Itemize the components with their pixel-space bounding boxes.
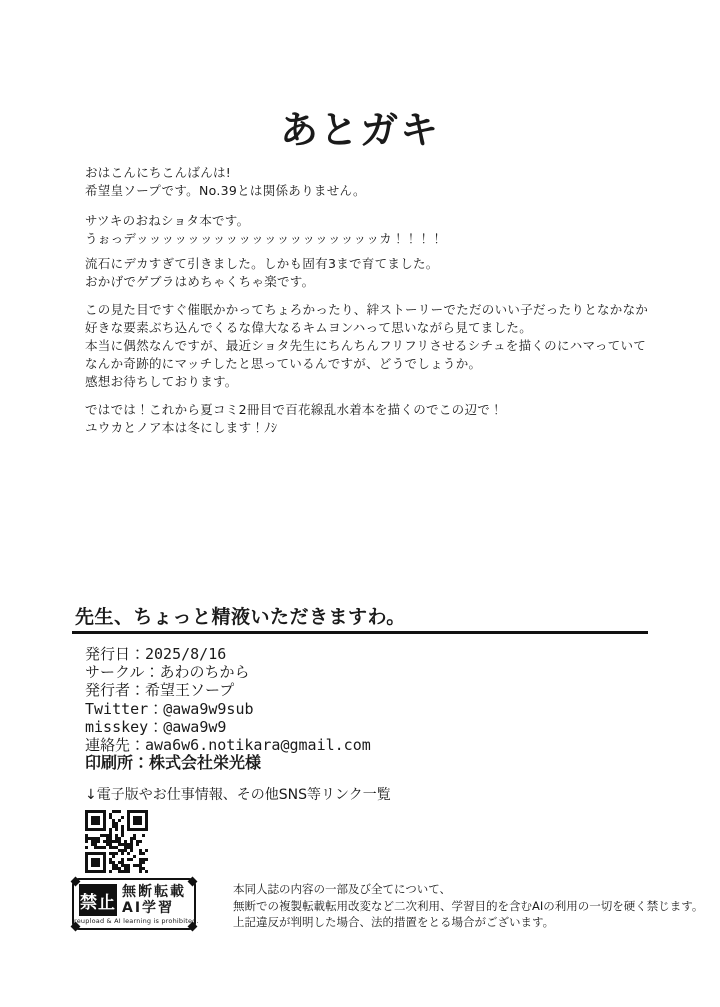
stamp-footnote: reupload & AI learning is prohibited.: [74, 917, 199, 925]
legal-disclaimer: [233, 881, 703, 931]
text-line: おかげでゲブラはめちゃくちゃ楽です。: [85, 274, 315, 289]
colophon-block: [85, 645, 371, 772]
colophon-printer: 印刷所：株式会社栄光様: [85, 753, 262, 773]
paragraph-main: [85, 301, 648, 391]
links-note: ↓電子版やお仕事情報、その他SNS等リンク一覧: [85, 787, 391, 803]
no-reupload-stamp: [72, 878, 199, 930]
text-line: サツキのおねショタ本です。: [85, 213, 250, 228]
stamp-corner-ornament: [188, 877, 198, 887]
stamp-inner: [79, 884, 189, 916]
qr-code: [85, 810, 148, 873]
disclaimer-line: 無断での複製転載転用改変など二次利用、学習目的を含むAIの利用の一切を硬く禁じます。: [233, 898, 704, 913]
stamp-line-no-ai: AI学習: [122, 900, 175, 916]
text-line: なんか奇跡的にマッチしたと思っているんですが、どうでしょうか。: [85, 356, 482, 371]
text-line: 好きな要素ぶち込んでくるな偉大なるキムヨンハって思いながら見てました。: [85, 320, 533, 335]
text-line: ユウカとノア本は冬にします！ﾉｼ: [85, 420, 278, 435]
paragraph-closing: [85, 401, 503, 437]
text-line: 流石にデカすぎて引きました。しかも固有3まで育てました。: [85, 256, 439, 271]
colophon-contact: 連絡先：awa6w6.notikara@gmail.com: [85, 736, 371, 755]
colophon-twitter: Twitter：@awa9w9sub: [85, 699, 254, 718]
colophon-publisher: 発行者：希望王ソープ: [85, 681, 235, 700]
text-line: うぉっデッッッッッッッッッッッッッッッッッッッカ！！！！: [85, 231, 444, 246]
colophon-publish-date: 発行日：2025/8/16: [85, 645, 227, 663]
text-line: 感想お待ちしております。: [85, 374, 238, 389]
forbidden-badge: 禁止: [79, 884, 117, 916]
text-line: ではでは！これから夏コミ2冊目で百花線乱水着本を描くのでこの辺で！: [85, 402, 503, 417]
page-title: あとガキ: [279, 108, 440, 153]
colophon-circle: サークル：あわのちから: [85, 663, 250, 682]
text-line: 希望皇ソープです。No.39とは関係ありません。: [85, 183, 366, 198]
text-line: おはこんにちこんばんは!: [85, 165, 232, 180]
stamp-text: [122, 884, 186, 916]
paragraph-intro: [85, 212, 443, 248]
divider-rule: [72, 631, 648, 634]
disclaimer-line: 上記違反が判明した場合、法的措置をとる場合がございます。: [233, 915, 555, 929]
text-line: 本当に偶然なんですが、最近ショタ先生にちんちんフリフリさせるシチュを描くのにハマっていて: [85, 338, 647, 353]
paragraph-greeting: [85, 164, 366, 200]
colophon-misskey: misskey：@awa9w9: [85, 717, 227, 736]
paragraph-comment: [85, 255, 439, 291]
disclaimer-line: 本同人誌の内容の一部及び全てについて、: [233, 882, 452, 896]
text-line: この見た目ですぐ催眠かかってちょろかったり、絆ストーリーでただのいい子だったりとなかなか: [85, 302, 649, 317]
stamp-line-no-reupload: 無断転載: [122, 884, 186, 900]
book-title: 先生、ちょっと精液いただきますわ。: [75, 606, 406, 628]
